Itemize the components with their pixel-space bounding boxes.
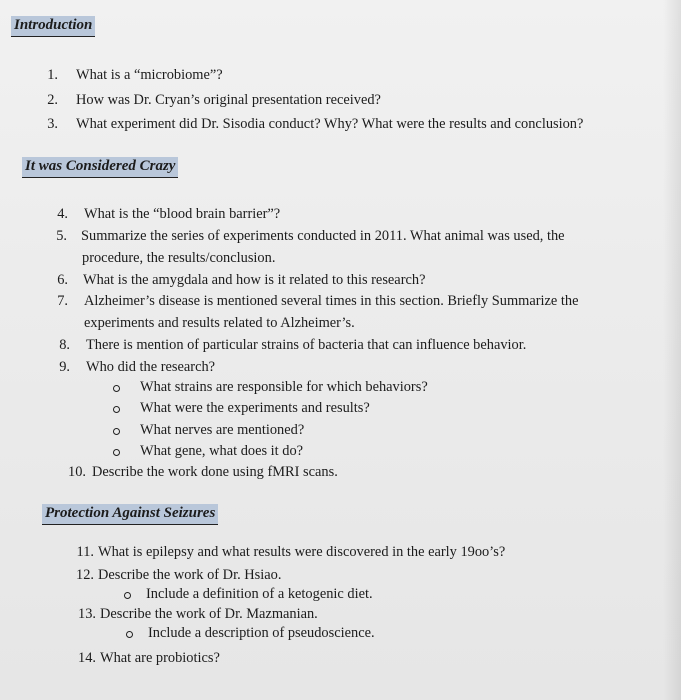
section-heading-seizures: Protection Against Seizures [42,504,218,525]
sub-question-text: Include a definition of a ketogenic diet. [146,586,373,602]
question-text: Describe the work of Dr. Hsiao. [98,567,282,583]
question-text: What are probiotics? [100,650,220,666]
bullet-icon [126,631,133,638]
item-number: 4. [57,206,68,222]
item-number: 14. [78,650,96,666]
sub-question-text: What nerves are mentioned? [140,422,305,438]
item-number: 10. [68,464,86,480]
item-number: 13. [78,606,96,622]
question-text: There is mention of particular strains of bacteria that can influence behavior. [86,337,527,353]
bullet-icon [113,385,120,392]
sub-question-text: What gene, what does it do? [140,443,304,459]
section-heading-introduction: Introduction [11,16,95,37]
question-text-continued: procedure, the results/conclusion. [82,250,276,266]
bullet-icon [124,592,131,599]
section-heading-considered-crazy: It was Considered Crazy [22,157,178,178]
question-text-continued: experiments and results related to Alzheimer’s. [84,315,355,331]
question-text: Describe the work of Dr. Mazmanian. [100,606,318,622]
question-text: Describe the work done using fMRI scans. [92,464,338,480]
question-text: What is the “blood brain barrier”? [84,206,281,222]
item-number: 8. [59,337,70,353]
bullet-icon [113,449,120,456]
question-text: Summarize the series of experiments conducted in 2011. What animal was used, the [81,228,565,244]
item-number: 9. [59,359,70,375]
question-text: What is a “microbiome”? [76,67,223,83]
sub-question-text: Include a description of pseudoscience. [148,625,375,641]
question-text: How was Dr. Cryan’s original presentation received? [76,92,381,108]
item-number: 5. [56,228,67,244]
question-text: What experiment did Dr. Sisodia conduct? Why? What were the results and conclusion? [76,116,584,132]
question-text: What is epilepsy and what results were discovered in the early 19oo’s? [98,544,506,560]
question-text: Alzheimer’s disease is mentioned several times in this section. Briefly Summarize the [84,293,579,309]
item-number: 12. [76,567,94,583]
bullet-icon [113,428,120,435]
question-text: Who did the research? [86,359,216,375]
item-number: 7. [57,293,68,309]
item-number: 3. [47,116,58,132]
item-number: 2. [47,92,58,108]
bullet-icon [113,406,120,413]
item-number: 11. [76,544,94,560]
question-text: What is the amygdala and how is it related to this research? [83,272,426,288]
sub-question-text: What strains are responsible for which behaviors? [140,379,428,395]
sub-question-text: What were the experiments and results? [140,400,370,416]
item-number: 1. [47,67,58,83]
item-number: 6. [57,272,68,288]
